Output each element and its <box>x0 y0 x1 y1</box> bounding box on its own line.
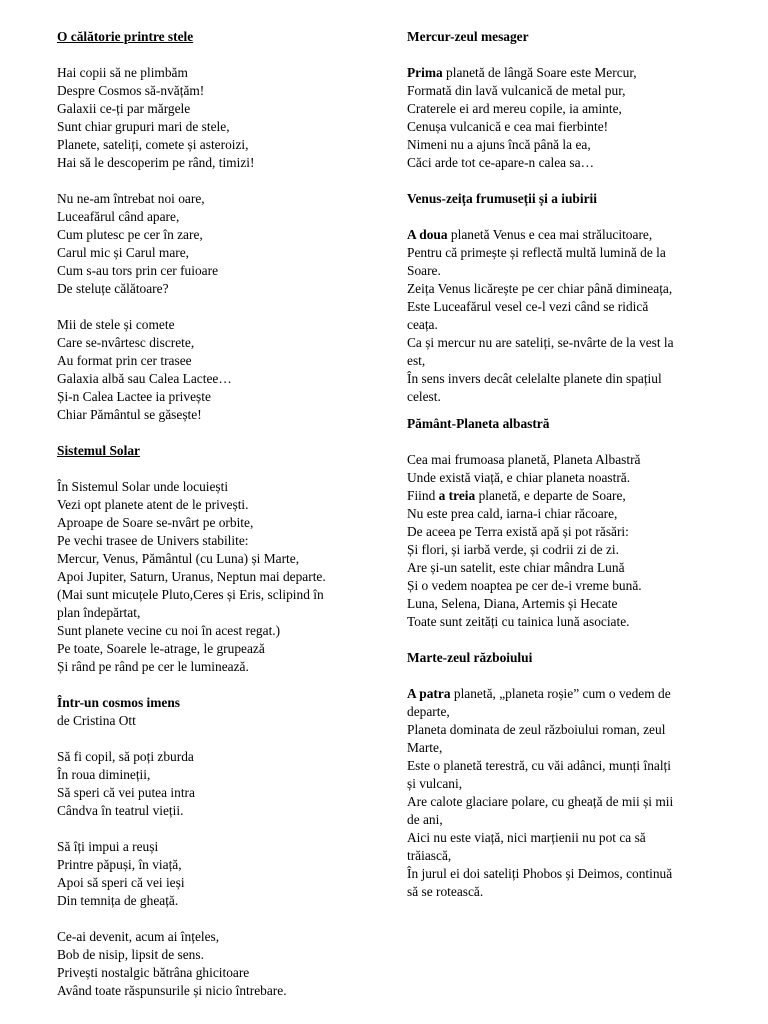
poem-line: Cum s-au tors prin cer fuioare <box>57 263 219 278</box>
poem-line: Marte, <box>407 740 443 755</box>
section-marte <box>407 685 717 901</box>
line-text: planetă Venus e cea mai strălucitoare, <box>447 227 653 242</box>
poem-line: Cum plutesc pe cer în zare, <box>57 227 203 242</box>
poem-line: Ce-ai devenit, acum ai înțeles, <box>57 929 220 944</box>
poem-line: Galaxii ce-ți par mărgele <box>57 101 191 116</box>
poem-line: De steluțe călătoare? <box>57 281 169 296</box>
poem-stanza <box>57 928 372 1000</box>
poem-line: Vezi opt planete atent de le privești. <box>57 497 249 512</box>
poem-line: Luna, Selena, Diana, Artemis și Hecate <box>407 596 618 611</box>
poem-line: Mii de stele și comete <box>57 317 175 332</box>
poem-line: Apoi Jupiter, Saturn, Uranus, Neptun mai departe. <box>57 569 326 584</box>
section-mercur <box>407 64 717 172</box>
section-title-venus: Venus-zeița frumuseții și a iubirii <box>407 191 597 206</box>
poem-line <box>407 226 717 244</box>
poem-line: Bob de nisip, lipsit de sens. <box>57 947 204 962</box>
poem-line: Apoi să speri că vei ieși <box>57 875 185 890</box>
poem-line: Soare. <box>407 263 441 278</box>
poem-line: Sunt chiar grupuri mari de stele, <box>57 119 230 134</box>
poem-line <box>407 64 717 82</box>
poem-line: Cea mai frumoasa planetă, Planeta Albastră <box>407 452 641 467</box>
ordinal-bold: a treia <box>438 488 476 503</box>
poem-stanza <box>57 64 372 172</box>
poem-line: Să îți impui a reuși <box>57 839 159 854</box>
section-pamant <box>407 451 717 631</box>
left-column <box>57 28 372 1000</box>
poem-line: Planeta dominata de zeul războiului roman, zeul <box>407 722 666 737</box>
poem-line: Să fi copil, să poți zburda <box>57 749 194 764</box>
poem-line: și vulcani, <box>407 776 463 791</box>
poem-line: Și flori, și iarbă verde, și codrii zi de zi. <box>407 542 619 557</box>
poem-line: Având toate răspunsurile și nicio întrebare. <box>57 983 287 998</box>
poem-author: de Cristina Ott <box>57 713 136 728</box>
poem-title-cosmos-imens: Într-un cosmos imens <box>57 695 180 710</box>
poem-line: Nimeni nu a ajuns încă până la ea, <box>407 137 591 152</box>
section-title-marte: Marte-zeul războiului <box>407 650 533 665</box>
poem-line: (Mai sunt micuțele Pluto,Ceres și Eris, sclipind în <box>57 587 324 602</box>
poem-line: de ani, <box>407 812 443 827</box>
poem-line: Este Luceafărul vesel ce-l vezi când se ridică <box>407 299 649 314</box>
poem-line: Hai să le descoperim pe rând, timizi! <box>57 155 255 170</box>
poem-line: În jurul ei doi sateliți Phobos și Deimos, continuă <box>407 866 673 881</box>
poem-line: Și o vedem noaptea pe cer de-i vreme bună. <box>407 578 642 593</box>
section-title-mercur: Mercur-zeul mesager <box>407 29 529 44</box>
line-text: Fiind <box>407 488 439 503</box>
poem-line: Din temnița de gheață. <box>57 893 179 908</box>
poem-line: ceața. <box>407 317 438 332</box>
poem-title-sistemul-solar: Sistemul Solar <box>57 443 140 458</box>
poem-line: est, <box>407 353 426 368</box>
poem-line: Este o planetă terestră, cu văi adânci, munți înalți <box>407 758 671 773</box>
poem-line: Pe toate, Soarele le-atrage, le grupează <box>57 641 265 656</box>
poem-line: Cenușa vulcanică e cea mai fierbinte! <box>407 119 609 134</box>
poem-line: Chiar Pământul se găsește! <box>57 407 202 422</box>
poem-line: Și-n Calea Lactee ia privește <box>57 389 211 404</box>
poem-line: Toate sunt zeități cu tainica lună asociate. <box>407 614 630 629</box>
poem-line: Să speri că vei putea intra <box>57 785 195 800</box>
poem-line: Unde există viață, e chiar planeta noastră. <box>407 470 631 485</box>
poem-title-calatorie: O călătorie printre stele <box>57 29 194 44</box>
poem-line: Aici nu este viață, nici marțienii nu pot ca să <box>407 830 646 845</box>
poem-line: Și rând pe rând pe cer le luminează. <box>57 659 249 674</box>
poem-line: Pentru că primește și reflectă multă lumină de la <box>407 245 666 260</box>
poem-line: Sunt planete vecine cu noi în acest regat.) <box>57 623 281 638</box>
poem-stanza <box>57 748 372 820</box>
line-text: planetă, e departe de Soare, <box>475 488 626 503</box>
poem-line: Craterele ei ard mereu copile, ia aminte, <box>407 101 622 116</box>
line-text: planetă de lângă Soare este Mercur, <box>442 65 637 80</box>
poem-line <box>407 487 717 505</box>
poem-line: Ca și mercur nu are sateliți, se-nvârte de la vest la <box>407 335 674 350</box>
poem-line: Căci arde tot ce-apare-n calea sa… <box>407 155 594 170</box>
ordinal-bold: Prima <box>407 65 443 80</box>
poem-line: Carul mic și Carul mare, <box>57 245 190 260</box>
poem-line: Au format prin cer trasee <box>57 353 192 368</box>
poem-line <box>407 685 717 703</box>
poem-line: În Sistemul Solar unde locuiești <box>57 479 229 494</box>
poem-line: Cândva în teatrul vieții. <box>57 803 184 818</box>
poem-line: Luceafărul când apare, <box>57 209 180 224</box>
poem-line: Are calote glaciare polare, cu gheață de mii și mii <box>407 794 674 809</box>
section-title-pamant: Pământ-Planeta albastră <box>407 416 550 431</box>
poem-line: să se rotească. <box>407 884 484 899</box>
poem-line: Printre păpuși, în viață, <box>57 857 182 872</box>
poem-line: Care se-nvârtesc discrete, <box>57 335 195 350</box>
poem-line: Hai copii să ne plimbăm <box>57 65 188 80</box>
poem-line: Are și-un satelit, este chiar mândra Lună <box>407 560 625 575</box>
poem-stanza <box>57 316 372 424</box>
poem-line: Zeița Venus licărește pe cer chiar până dimineața, <box>407 281 673 296</box>
poem-line: În roua dimineții, <box>57 767 151 782</box>
poem-line: Planete, sateliți, comete și asteroizi, <box>57 137 249 152</box>
poem-line: Formată din lavă vulcanică de metal pur, <box>407 83 626 98</box>
poem-stanza <box>57 478 372 676</box>
poem-line: Aproape de Soare se-nvârt pe orbite, <box>57 515 254 530</box>
poem-line: Privești nostalgic bătrâna ghicitoare <box>57 965 250 980</box>
poem-line: Pe vechi trasee de Univers stabilite: <box>57 533 249 548</box>
poem-stanza <box>57 190 372 298</box>
ordinal-bold: A doua <box>407 227 448 242</box>
poem-line: Despre Cosmos să-nvățăm! <box>57 83 205 98</box>
poem-stanza <box>57 838 372 910</box>
section-venus <box>407 226 717 406</box>
ordinal-bold: A patra <box>407 686 451 701</box>
right-column <box>407 28 717 901</box>
poem-line: În sens invers decât celelalte planete din spațiul <box>407 371 662 386</box>
poem-line: trăiască, <box>407 848 452 863</box>
poem-line: Mercur, Venus, Pământul (cu Luna) și Marte, <box>57 551 300 566</box>
poem-line: Nu ne-am întrebat noi oare, <box>57 191 205 206</box>
poem-line: departe, <box>407 704 450 719</box>
poem-line: celest. <box>407 389 441 404</box>
poem-line: Galaxia albă sau Calea Lactee… <box>57 371 232 386</box>
poem-line: De aceea pe Terra există apă și pot răsări: <box>407 524 629 539</box>
line-text: planetă, „planeta roșie” cum o vedem de <box>450 686 671 701</box>
poem-line: plan îndepărtat, <box>57 605 141 620</box>
poem-line: Nu este prea cald, iarna-i chiar răcoare, <box>407 506 618 521</box>
